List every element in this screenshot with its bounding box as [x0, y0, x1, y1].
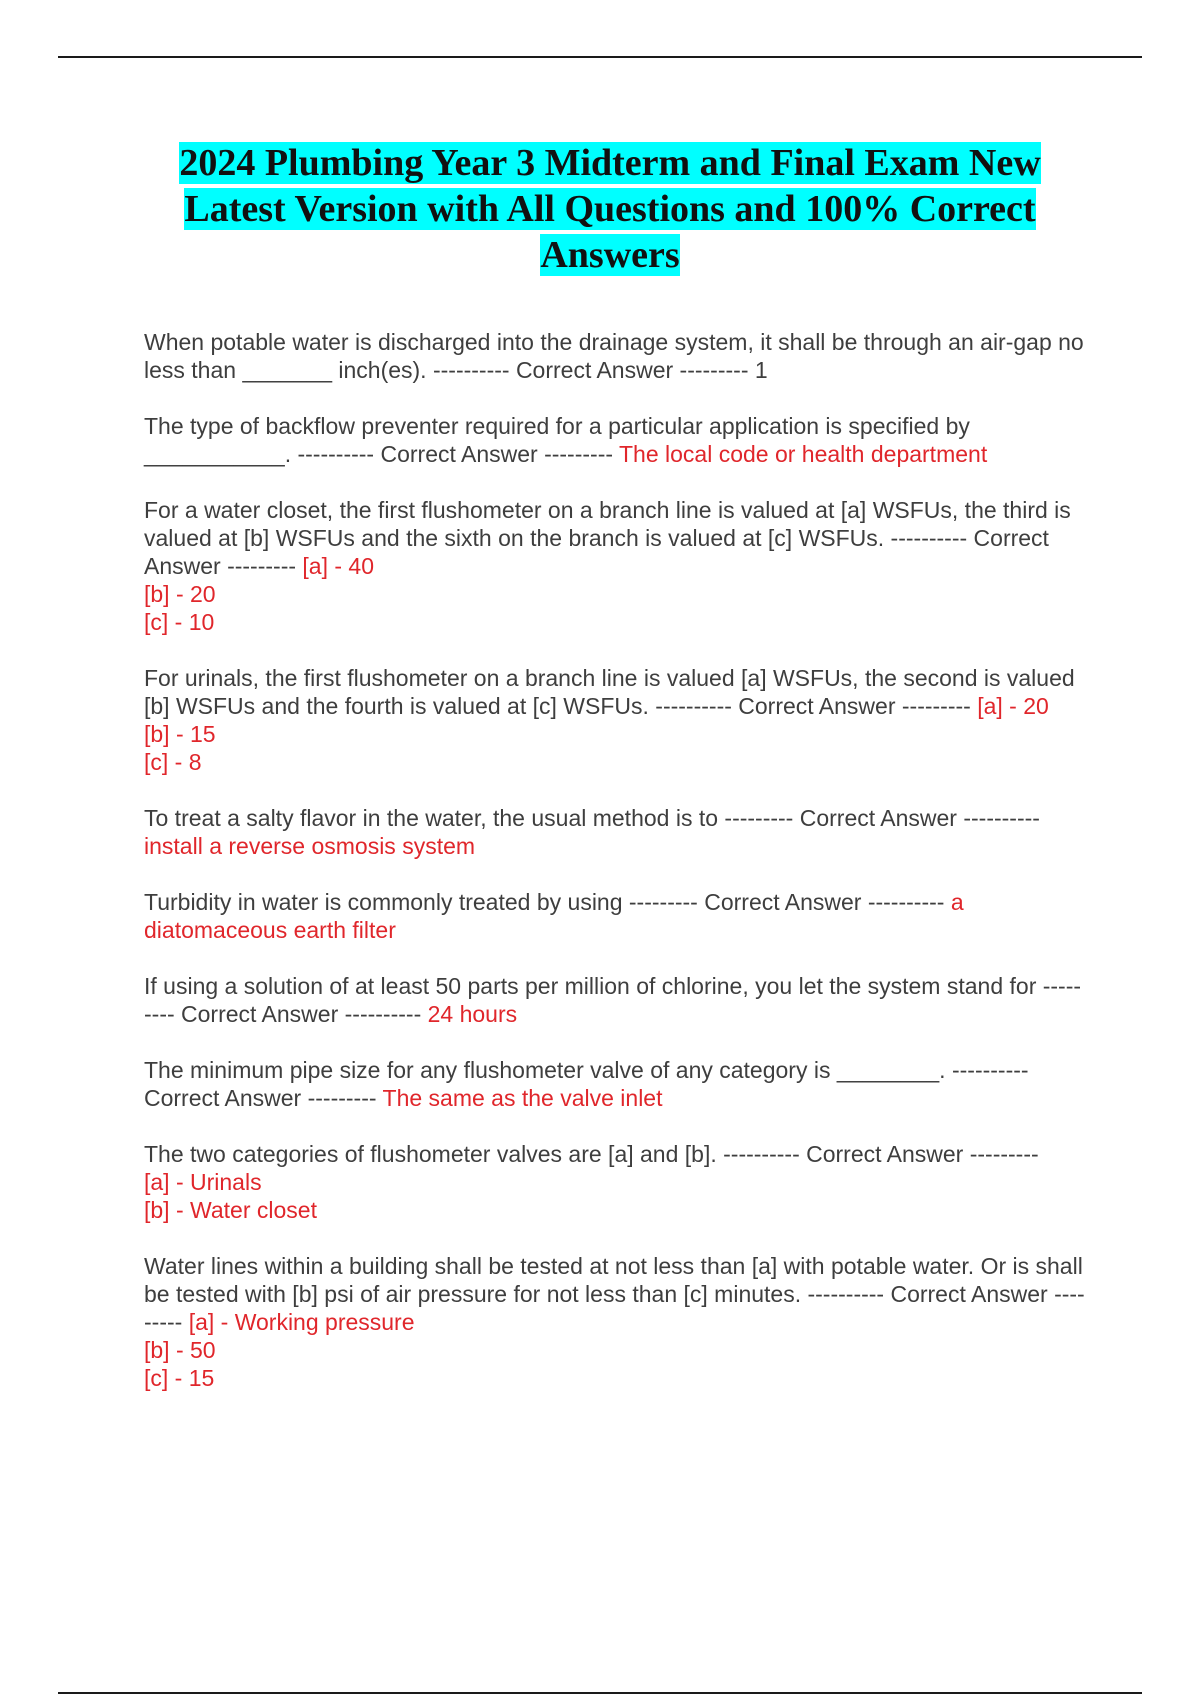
question-text: The type of backflow preventer required for a particular application is specified by ___________. ---------- Correct Answer ---------	[144, 413, 977, 467]
qa-item	[144, 888, 1086, 944]
qa-item	[144, 496, 1086, 636]
answer-text: [a] - 20	[977, 693, 1049, 719]
question-text: Turbidity in water is commonly treated by using --------- Correct Answer ----------	[144, 889, 951, 915]
answer-line: [c] - 15	[144, 1365, 215, 1391]
qa-list	[144, 328, 1091, 1420]
question-text: The two categories of flushometer valves are [a] and [b]. ---------- Correct Answer ---------	[144, 1141, 1046, 1167]
qa-item	[144, 1252, 1090, 1392]
answer-text: a diatomaceous earth filter	[144, 889, 964, 943]
question-text: For urinals, the first flushometer on a branch line is valued [a] WSFUs, the second is valued [b] WSFUs and the fourth is valued at [c] WSFUs. ---------- Correct Answer ---------	[144, 665, 1082, 719]
question-text: For a water closet, the first flushometer on a branch line is valued at [a] WSFUs, the third is valued at [b] WSFUs and the sixth on the branch is valued at [c] WSFUs. ---------- Correct Answer ---------	[144, 497, 1078, 579]
title-text: 2024 Plumbing Year 3 Midterm and Final Exam New Latest Version with All Questions and 100% Correct Answers	[179, 142, 1041, 276]
answer-line: [c] - 8	[144, 749, 202, 775]
question-text: To treat a salty flavor in the water, the usual method is to --------- Correct Answer ----------	[144, 805, 1047, 831]
answer-text: [a] - 40	[302, 553, 375, 579]
qa-item	[144, 1056, 1086, 1112]
answer-line: [b] - 50	[144, 1337, 216, 1363]
answer-text: [a] - Working pressure	[188, 1309, 415, 1335]
answer-line: [b] - Water closet	[144, 1197, 317, 1223]
qa-item	[144, 328, 1091, 384]
bottom-rule	[58, 1692, 1142, 1694]
qa-item	[144, 1140, 1086, 1224]
question-text: Water lines within a building shall be tested at not less than [a] with potable water. Or is shall be tested with [b] psi of air pressure for not less than [c] minutes. ---------- Correct Answer ---------	[144, 1253, 1090, 1335]
answer-text: 1	[754, 357, 768, 383]
answer-line: [c] - 10	[144, 609, 215, 635]
answer-text: The local code or health department	[618, 441, 988, 467]
question-text: If using a solution of at least 50 parts per million of chlorine, you let the system stand for --------- Correct Answer ----------	[144, 973, 1082, 1027]
qa-item	[144, 664, 1086, 776]
top-rule	[58, 56, 1142, 58]
qa-item	[144, 412, 1086, 468]
question-text: The minimum pipe size for any flushometer valve of any category is ________. ---------- Correct Answer ---------	[144, 1057, 1035, 1111]
document-title	[150, 140, 1070, 278]
question-text: When potable water is discharged into the drainage system, it shall be through an air-gap no less than _______ inch(es). ---------- Correct Answer ---------	[144, 329, 1091, 383]
answer-line: [b] - 15	[144, 721, 216, 747]
qa-item	[144, 804, 1086, 860]
answer-line: [a] - Urinals	[144, 1169, 262, 1195]
qa-item	[144, 972, 1086, 1028]
answer-text: The same as the valve inlet	[382, 1085, 663, 1111]
answer-text: install a reverse osmosis system	[144, 833, 476, 859]
answer-text: 24 hours	[427, 1001, 518, 1027]
answer-line: [b] - 20	[144, 581, 216, 607]
